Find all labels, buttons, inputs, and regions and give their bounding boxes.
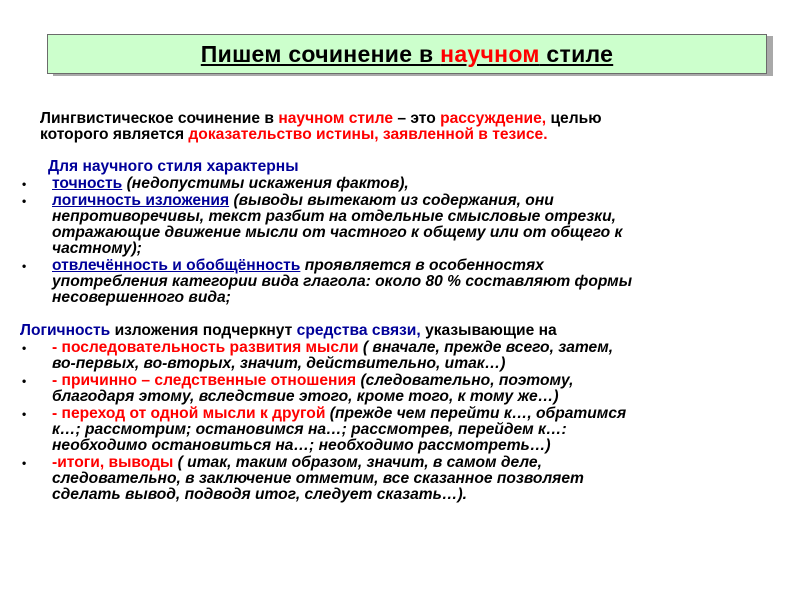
characteristic-item xyxy=(20,258,790,306)
characteristic-item-label: отвлечённость и обобщённость xyxy=(52,257,301,274)
connectors-list xyxy=(20,340,790,503)
item-text: непротиворечивы, текст разбит на отдельные смысловые отрезки, xyxy=(52,208,616,225)
bullet-icon: • xyxy=(22,374,27,388)
item-text: несовершенного вида; xyxy=(52,289,231,306)
bullet-icon: • xyxy=(22,456,27,470)
item-line xyxy=(52,373,573,389)
characteristics-list xyxy=(20,176,790,306)
item-line xyxy=(52,225,622,241)
characteristic-item-text xyxy=(52,193,622,257)
bullet-icon: • xyxy=(22,407,27,421)
item-text: необходимо остановиться на…; необходимо рассмотреть…) xyxy=(52,437,551,454)
logic-heading: Логичность изложения подчеркнут средства связи, указывающие на xyxy=(20,322,557,339)
characteristic-item-label: точность xyxy=(52,175,123,192)
title-box xyxy=(47,34,767,74)
item-text: проявляется в особенностях xyxy=(300,257,544,274)
connector-item-label: - причинно – следственные отношения xyxy=(52,372,357,389)
intro-line-1: Лингвистическое сочинение в научном стиле – это рассуждение, целью xyxy=(40,110,602,127)
item-text: ( вначале, прежде всего, затем, xyxy=(358,339,614,356)
item-line xyxy=(52,406,626,422)
item-text: во-первых, во-вторых, значит, действительно, итак…) xyxy=(52,355,506,372)
item-line xyxy=(52,209,622,225)
item-text: (следовательно, поэтому, xyxy=(356,372,574,389)
slide-title xyxy=(201,41,613,68)
item-text: к…; рассмотрим; остановимся на…; рассмотрев, перейдем к…: xyxy=(52,421,567,438)
title-text-end: стиле xyxy=(539,40,614,67)
bullet-icon: • xyxy=(22,194,27,208)
characteristic-item-label: логичность изложения xyxy=(52,192,230,209)
item-line xyxy=(52,340,613,356)
connector-item-text xyxy=(52,373,573,405)
item-line xyxy=(52,422,626,438)
connector-item xyxy=(20,406,790,454)
item-line xyxy=(52,389,573,405)
characteristic-item xyxy=(20,193,790,257)
bullet-icon: • xyxy=(22,341,27,355)
item-text: благодаря этому, вследствие этого, кроме того, к тому же…) xyxy=(52,388,559,405)
item-text: отражающие движение мысли от частного к общему или от общего к xyxy=(52,224,623,241)
item-line xyxy=(52,356,613,372)
item-text: употребления категории вида глагола: около 80 % составляют формы xyxy=(52,273,633,290)
title-text: Пишем сочинение в xyxy=(200,40,441,67)
title-highlight: научном xyxy=(440,40,540,67)
connector-item-text xyxy=(52,455,584,503)
item-line xyxy=(52,438,626,454)
item-line xyxy=(52,193,622,209)
item-text: ( итак, таким образом, значит, в самом деле, xyxy=(173,454,542,471)
item-text: (выводы вытекают из содержания, они xyxy=(229,192,554,209)
item-line xyxy=(52,274,632,290)
item-line xyxy=(52,241,622,257)
item-text: (недопустимы искажения фактов), xyxy=(122,175,409,192)
item-line xyxy=(52,487,584,503)
characteristic-item xyxy=(20,176,790,192)
connector-item xyxy=(20,373,790,405)
item-line xyxy=(52,471,584,487)
connector-item-label: - переход от одной мысли к другой xyxy=(52,405,326,422)
item-line xyxy=(52,455,584,471)
item-text: частному); xyxy=(52,240,142,257)
item-line xyxy=(52,176,409,192)
connector-item xyxy=(20,340,790,372)
bullet-icon: • xyxy=(22,177,27,191)
bullet-icon: • xyxy=(22,259,27,273)
characteristic-item-text xyxy=(52,176,409,192)
item-text: (прежде чем перейти к…, обратимся xyxy=(325,405,627,422)
characteristics-heading: Для научного стиля характерны xyxy=(48,158,299,175)
connector-item-text xyxy=(52,340,613,372)
slide-body xyxy=(20,111,790,503)
connector-item-label: -итоги, выводы xyxy=(52,454,174,471)
item-line xyxy=(52,258,632,274)
connector-item xyxy=(20,455,790,503)
item-line xyxy=(52,290,632,306)
intro-line-2: которого является доказательство истины, заявленной в тезисе. xyxy=(40,126,548,143)
connector-item-text xyxy=(52,406,626,454)
item-text: следовательно, в заключение отметим, все сказанное позволяет xyxy=(52,470,584,487)
connector-item-label: - последовательность развития мысли xyxy=(52,339,359,356)
item-text: сделать вывод, подводя итог, следует сказать…). xyxy=(52,486,468,503)
characteristic-item-text xyxy=(52,258,632,306)
